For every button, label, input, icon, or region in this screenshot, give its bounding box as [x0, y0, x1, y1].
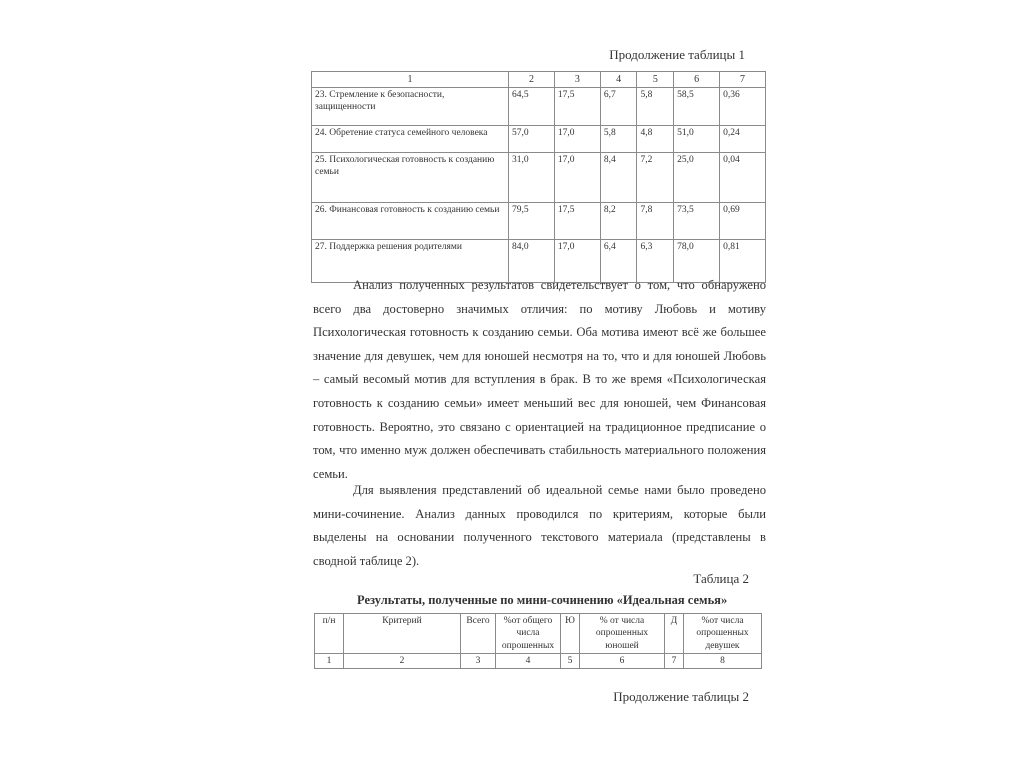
table-cell: 3: [461, 654, 496, 669]
table-cell: 25,0: [674, 153, 720, 203]
paragraph-mini-essay: [313, 479, 766, 573]
table-row: [312, 88, 766, 126]
table-cell: 5,8: [600, 126, 637, 153]
table-cell: 4,8: [637, 126, 674, 153]
continuation-title: Продолжение таблицы 1: [609, 47, 745, 62]
table-cell: 6: [580, 654, 665, 669]
header-cell: %от числа опрошенных девушек: [684, 614, 762, 654]
table-header-row: [312, 72, 766, 88]
table-cell: 7,2: [637, 153, 674, 203]
table-cell: 2: [344, 654, 461, 669]
header-cell: 7: [720, 72, 766, 88]
table-cell: 0,81: [720, 240, 766, 283]
table-cell: 7,8: [637, 203, 674, 240]
table-cell: 51,0: [674, 126, 720, 153]
header-cell: 2: [509, 72, 555, 88]
table-cell: 64,5: [509, 88, 555, 126]
table-1: [311, 71, 766, 283]
table-2-title: Результаты, полученные по мини-сочинению «Идеальная семья»: [357, 593, 728, 607]
table-2-label: Таблица 2: [693, 571, 749, 586]
table-cell: 6,4: [600, 240, 637, 283]
table-cell: 0,04: [720, 153, 766, 203]
table-cell: 73,5: [674, 203, 720, 240]
header-cell: Критерий: [344, 614, 461, 654]
table-cell: 17,5: [554, 88, 600, 126]
table-cell: 78,0: [674, 240, 720, 283]
header-cell: 3: [554, 72, 600, 88]
table-cell: 8,4: [600, 153, 637, 203]
table-cell: 25. Психологическая готовность к созданию семьи: [312, 153, 509, 203]
table-cell: 58,5: [674, 88, 720, 126]
table-cell: 84,0: [509, 240, 555, 283]
table-cell: 6,7: [600, 88, 637, 126]
header-cell: Всего: [461, 614, 496, 654]
table-cell: 8: [684, 654, 762, 669]
table-cell: 26. Финансовая готовность к созданию семьи: [312, 203, 509, 240]
table-2: [314, 613, 762, 669]
paragraph-analysis: [313, 274, 766, 486]
table-cell: 17,0: [554, 126, 600, 153]
header-cell: Д: [665, 614, 684, 654]
table-row: [312, 203, 766, 240]
table-cell: 17,5: [554, 203, 600, 240]
header-cell: %от общего числа опрошенных: [496, 614, 561, 654]
header-cell: 1: [312, 72, 509, 88]
table-header-row: [315, 614, 762, 654]
table-cell: 79,5: [509, 203, 555, 240]
continuation-title-2: Продолжение таблицы 2: [613, 689, 749, 704]
table-cell: 17,0: [554, 240, 600, 283]
table-cell: 17,0: [554, 153, 600, 203]
table-cell: 31,0: [509, 153, 555, 203]
table-cell: 0,36: [720, 88, 766, 126]
table-row: [312, 126, 766, 153]
table-cell: 6,3: [637, 240, 674, 283]
header-cell: Ю: [561, 614, 580, 654]
header-cell: 6: [674, 72, 720, 88]
table-cell: 7: [665, 654, 684, 669]
table-cell: 0,24: [720, 126, 766, 153]
paragraph-text: Анализ полученных результатов свидетельствует о том, что обнаружено всего два достоверно значимых отличия: по мотиву Любовь и мотиву Психологическая готовность к созданию семьи. Оба мотива имеют всё же большее значение для девушек, чем для юношей несмотря на то, что и для юношей Любовь – самый весомый мотив для вступления в брак. В то же время «Психологическая готовность к созданию семьи» имеет меньший вес для юношей, чем Финансовая готовность. Вероятно, это связано с ориентацией на традиционное предписание о том, что именно муж должен обеспечивать стабильность материального положения семьи.: [313, 278, 766, 481]
table-cell: 1: [315, 654, 344, 669]
table-cell: 4: [496, 654, 561, 669]
table-cell: 23. Стремление к безопасности, защищенности: [312, 88, 509, 126]
table-cell: 5: [561, 654, 580, 669]
table-cell: 27. Поддержка решения родителями: [312, 240, 509, 283]
table-row: [312, 153, 766, 203]
header-cell: 4: [600, 72, 637, 88]
table-cell: 5,8: [637, 88, 674, 126]
table-cell: 24. Обретение статуса семейного человека: [312, 126, 509, 153]
table-cell: 8,2: [600, 203, 637, 240]
header-cell: п/н: [315, 614, 344, 654]
header-cell: % от числа опрошенных юношей: [580, 614, 665, 654]
table-row: [315, 654, 762, 669]
table-cell: 57,0: [509, 126, 555, 153]
header-cell: 5: [637, 72, 674, 88]
table-cell: 0,69: [720, 203, 766, 240]
paragraph-text: Для выявления представлений об идеальной семье нами было проведено мини-сочинение. Анализ данных проводился по критериям, которые были выделены на основании полученного текстового материала (представлены в сводной таблице 2).: [313, 483, 766, 568]
